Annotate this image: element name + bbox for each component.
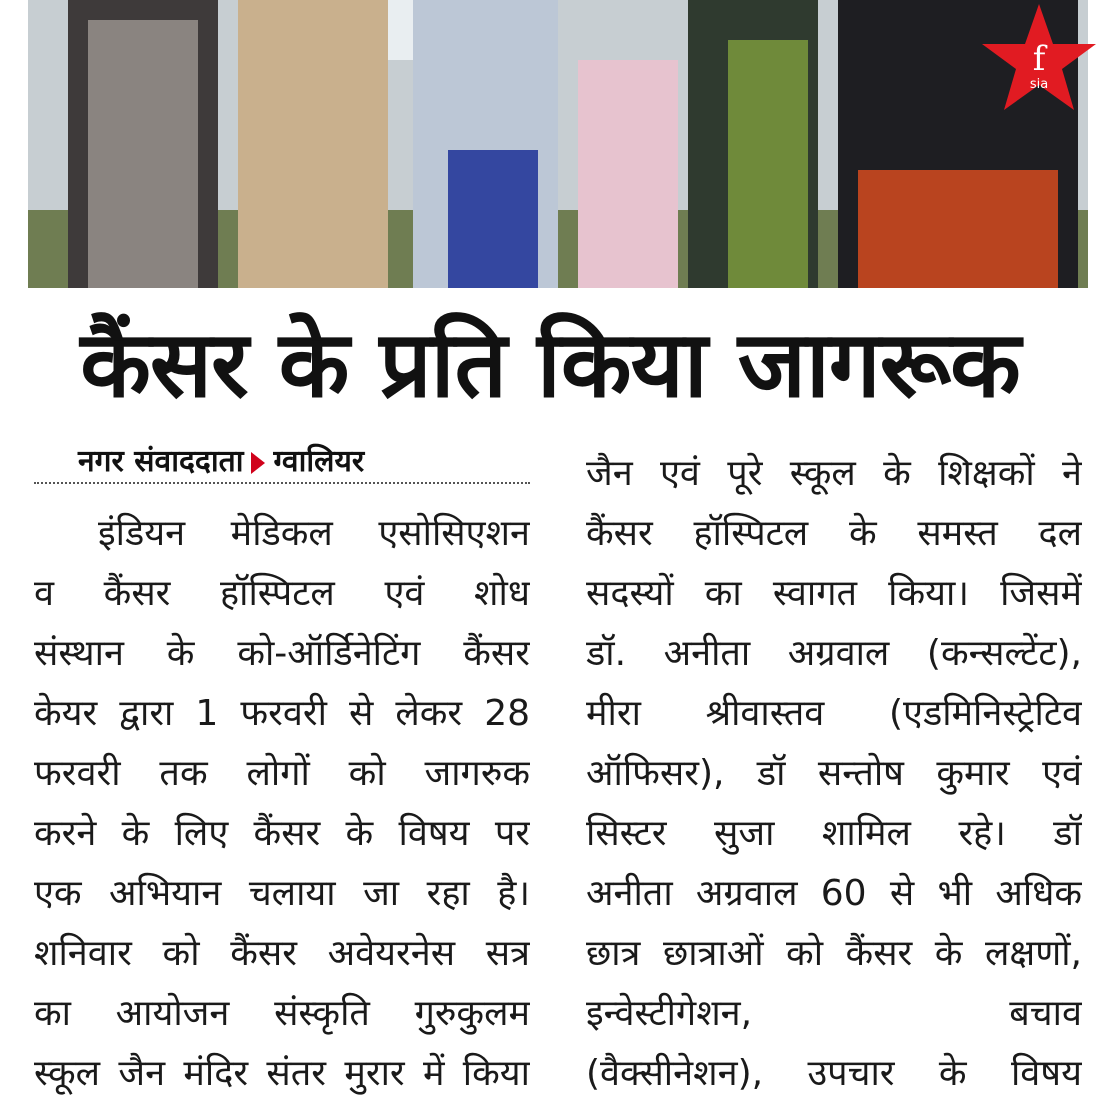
article-line: फरवरी तक लोगों को जागरुक xyxy=(34,753,530,794)
byline-city: ग्वालियर xyxy=(273,444,365,479)
article-line: शनिवार को कैंसर अवेयरनेस सत्र xyxy=(34,933,530,974)
article-line: अनीता अग्रवाल 60 से भी अधिक xyxy=(586,873,1082,914)
article-line: कैंसर हॉस्पिटल के समस्त दल xyxy=(586,513,1082,554)
article-line: करने के लिए कैंसर के विषय पर xyxy=(34,813,530,854)
byline-arrow-icon xyxy=(251,452,265,474)
article-line: ऑफिसर), डॉ सन्तोष कुमार एवं xyxy=(586,753,1082,794)
byline xyxy=(34,440,530,484)
byline-reporter: नगर संवाददाता xyxy=(78,444,244,479)
article-line: एक अभियान चलाया जा रहा है। xyxy=(34,873,530,914)
article-line: का आयोजन संस्कृति गुरुकुलम xyxy=(34,993,530,1034)
article-line: संस्थान के को-ऑर्डिनेटिंग कैंसर xyxy=(34,633,530,674)
article-line: इंडियन मेडिकल एसोसिएशन xyxy=(98,513,530,554)
article-line: मीरा श्रीवास्तव (एडमिनिस्ट्रेटिव xyxy=(586,693,1082,734)
article-line: केयर द्वारा 1 फरवरी से लेकर 28 xyxy=(34,693,530,734)
brand-logo xyxy=(978,0,1100,116)
article-line: स्कूल जैन मंदिर संतर मुरार में किया xyxy=(34,1053,530,1094)
headline: कैंसर के प्रति किया जागरूक xyxy=(80,311,1020,418)
star-logo-icon xyxy=(978,0,1100,116)
article-line: छात्र छात्राओं को कैंसर के लक्षणों, xyxy=(586,933,1082,974)
article-line: (वैक्सीनेशन), उपचार के विषय xyxy=(586,1053,1082,1094)
logo-sub: sia xyxy=(1029,77,1049,92)
event-photo xyxy=(28,0,1088,288)
article-line: जैन एवं पूरे स्कूल के शिक्षकों ने xyxy=(586,453,1082,494)
article-line: डॉ. अनीता अग्रवाल (कन्सल्टेंट), xyxy=(586,633,1082,674)
article-line: सिस्टर सुजा शामिल रहे। डॉ xyxy=(586,813,1082,854)
article-line: व कैंसर हॉस्पिटल एवं शोध xyxy=(34,573,530,614)
logo-letter: f xyxy=(1032,39,1046,79)
article-line: सदस्यों का स्वागत किया। जिसमें xyxy=(586,573,1082,614)
article-line: इन्वेस्टीगेशन, बचाव xyxy=(586,993,1082,1034)
event-photo-illustration xyxy=(28,0,1088,288)
